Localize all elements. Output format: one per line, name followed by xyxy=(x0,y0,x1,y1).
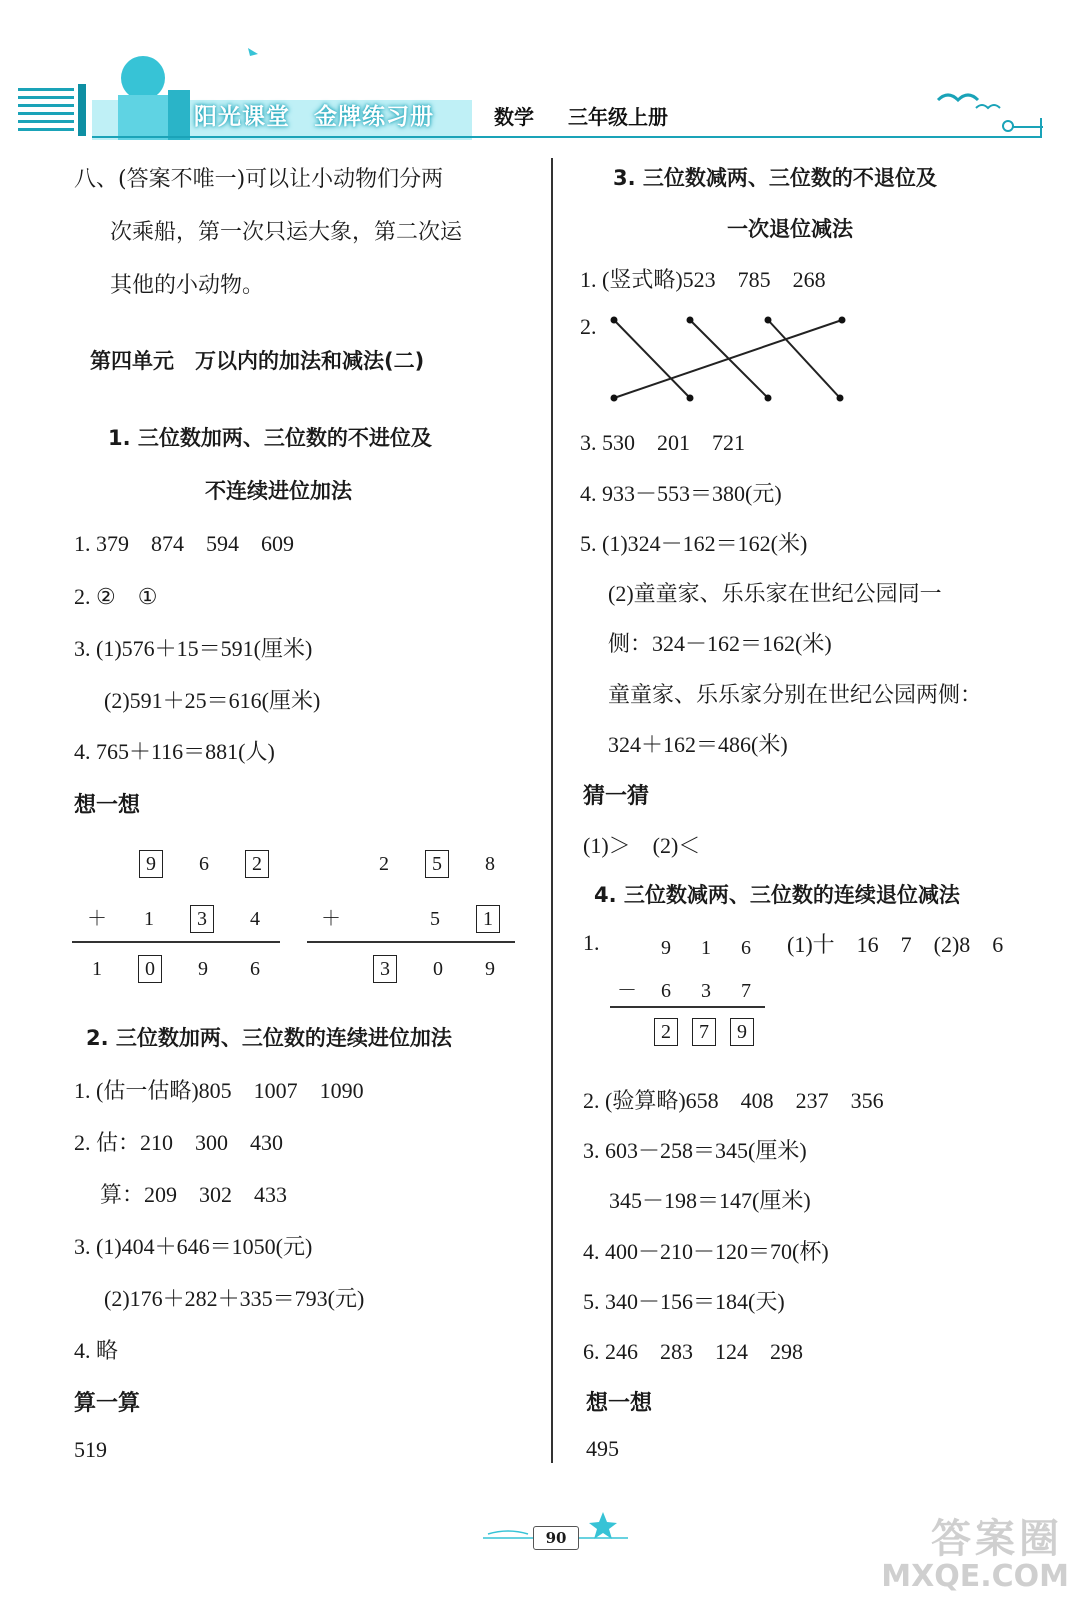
puzzle-cell: 2 xyxy=(245,850,269,878)
calc-heading: 算一算 xyxy=(74,1391,141,1416)
digit: 6 xyxy=(741,937,751,959)
puzzle-cell: 0 xyxy=(433,958,443,980)
match-line xyxy=(614,320,690,398)
s1-answer-3-2: (2)591＋25＝616(厘米) xyxy=(104,688,321,713)
answer-box: 2 xyxy=(654,1018,678,1046)
s2-answer-1: 1. (估一估略)805 1007 1090 xyxy=(74,1078,364,1103)
s3-answer-5-2: (2)童童家、乐乐家在世纪公园同一 xyxy=(608,581,942,606)
subject-label: 数学 xyxy=(494,105,534,129)
watermark-logo: 答案圈 xyxy=(931,1516,1063,1562)
guess-answer: (1)＞ (2)＜ xyxy=(583,833,701,858)
answer-box: 7 xyxy=(692,1018,716,1046)
s4-answer-1-extra: (1)十 16 7 (2)8 6 xyxy=(787,932,1004,957)
s3-answer-5-5: 324＋162＝486(米) xyxy=(608,732,788,757)
puzzle1-row2 xyxy=(86,902,266,933)
digit: 1 xyxy=(701,937,711,959)
watermark-url: MXQE.COM xyxy=(881,1559,1069,1594)
match-line xyxy=(768,320,840,398)
s3-answer-3: 3. 530 201 721 xyxy=(580,430,746,455)
puzzle-cell: 5 xyxy=(430,908,440,930)
digit: 7 xyxy=(741,980,751,1002)
puzzle2-row2 xyxy=(320,902,500,933)
s4-answer-3-2: 345－198＝147(厘米) xyxy=(609,1188,811,1213)
puzzle1-row1 xyxy=(139,850,269,878)
s4-answer-5: 5. 340－156＝184(天) xyxy=(583,1289,785,1314)
subtraction-row2 xyxy=(616,974,757,1003)
s3-answer-5-4: 童童家、乐乐家分别在世纪公园两侧： xyxy=(608,682,983,707)
guess-heading: 猜一猜 xyxy=(583,784,650,809)
s3-answer-5-3: 侧：324－162＝162(米) xyxy=(608,631,832,656)
digit: 3 xyxy=(701,980,711,1002)
match-dot xyxy=(687,395,694,402)
match-line xyxy=(614,320,842,398)
header-banner xyxy=(18,40,1048,150)
digit: 6 xyxy=(661,980,671,1002)
puzzle-cell: 9 xyxy=(139,850,163,878)
s3-answer-4: 4. 933－553＝380(元) xyxy=(580,481,782,506)
puzzle2-row1 xyxy=(373,850,501,878)
puzzle-cell: 1 xyxy=(92,958,102,980)
s4-answer-2: 2. (验算略)658 408 237 356 xyxy=(583,1088,884,1113)
match-dot xyxy=(687,317,694,324)
page-number: 90 xyxy=(533,1526,579,1550)
puzzle-cell: 3 xyxy=(373,955,397,983)
q8-line3: 其他的小动物。 xyxy=(110,273,265,298)
series-title: 阳光课堂 金牌练习册 xyxy=(194,104,434,130)
s1-answer-4: 4. 765＋116＝881(人) xyxy=(74,739,275,764)
digit: 9 xyxy=(661,937,671,959)
section2-title: 2. 三位数加两、三位数的连续进位加法 xyxy=(86,1026,452,1050)
s1-answer-1: 1. 379 874 594 609 xyxy=(74,531,295,556)
section1-title-line1: 1. 三位数加两、三位数的不进位及 xyxy=(108,426,432,450)
puzzle-cell: 1 xyxy=(144,908,154,930)
subtraction-row3 xyxy=(654,1018,754,1046)
match-dot xyxy=(765,317,772,324)
s3-answer-5-1: 5. (1)324－162＝162(米) xyxy=(580,531,808,556)
puzzle-cell: 3 xyxy=(190,905,214,933)
s2-answer-2-2: 算：209 302 433 xyxy=(100,1182,288,1207)
puzzle-cell: 8 xyxy=(485,853,495,875)
subtraction-line xyxy=(610,1006,765,1008)
puzzle2-row3 xyxy=(373,955,501,983)
plus-sign: ＋ xyxy=(87,908,107,930)
subtraction-row1 xyxy=(655,934,757,960)
section3-title-line2: 一次退位减法 xyxy=(727,217,853,241)
think-answer-right: 495 xyxy=(586,1436,619,1461)
s3-answer-2-label: 2. xyxy=(580,314,597,339)
puzzle2-sum-line xyxy=(307,941,515,943)
s2-answer-4: 4. 略 xyxy=(74,1338,119,1363)
puzzle-cell: 5 xyxy=(425,850,449,878)
calc-answer: 519 xyxy=(74,1437,107,1462)
s3-answer-1: 1. (竖式略)523 785 268 xyxy=(580,267,826,292)
s4-answer-1-label: 1. xyxy=(583,930,600,955)
s4-answer-3-1: 3. 603－258＝345(厘米) xyxy=(583,1138,807,1163)
column-divider xyxy=(551,158,553,1463)
match-dot xyxy=(611,317,618,324)
puzzle-cell: 9 xyxy=(485,958,495,980)
puzzle-cell: 6 xyxy=(199,853,209,875)
puzzle-cell: 1 xyxy=(476,905,500,933)
section1-title-line2: 不连续进位加法 xyxy=(205,479,352,503)
unit-title: 第四单元 万以内的加法和减法(二) xyxy=(90,349,425,373)
s2-answer-3-1: 3. (1)404＋646＝1050(元) xyxy=(74,1234,313,1259)
s2-answer-2-1: 2. 估：210 300 430 xyxy=(74,1130,284,1155)
puzzle-cell: 6 xyxy=(250,958,260,980)
matching-lines-diagram xyxy=(600,310,860,410)
q8-line1: 八、(答案不唯一)可以让小动物们分两 xyxy=(74,167,444,192)
banner-decoration xyxy=(18,40,1048,150)
section4-title: 4. 三位数减两、三位数的连续退位减法 xyxy=(594,883,960,907)
think-heading-left: 想一想 xyxy=(74,793,141,818)
s4-answer-4: 4. 400－210－120＝70(杯) xyxy=(583,1239,829,1264)
section3-title-line1: 3. 三位数减两、三位数的不退位及 xyxy=(613,166,937,190)
puzzle-cell: 2 xyxy=(379,853,389,875)
puzzle-cell: 4 xyxy=(250,908,260,930)
puzzle-cell: 0 xyxy=(138,955,162,983)
q8-line2: 次乘船，第一次只运大象，第二次运 xyxy=(110,220,463,245)
puzzle1-sum-line xyxy=(72,941,280,943)
grade-label: 三年级上册 xyxy=(568,105,668,129)
puzzle1-row3 xyxy=(86,955,266,983)
s4-answer-6: 6. 246 283 124 298 xyxy=(583,1339,804,1364)
match-dot xyxy=(611,395,618,402)
s1-answer-3-1: 3. (1)576＋15＝591(厘米) xyxy=(74,636,313,661)
match-dot xyxy=(839,317,846,324)
match-dot xyxy=(837,395,844,402)
answer-box: 9 xyxy=(730,1018,754,1046)
s1-answer-2: 2. ② ① xyxy=(74,584,158,609)
match-dot xyxy=(765,395,772,402)
plus-sign: ＋ xyxy=(321,908,341,930)
s2-answer-3-2: (2)176＋282＋335＝793(元) xyxy=(104,1286,365,1311)
puzzle-cell: 9 xyxy=(198,958,208,980)
think-heading-right: 想一想 xyxy=(586,1391,653,1416)
minus-sign: － xyxy=(617,980,637,1002)
